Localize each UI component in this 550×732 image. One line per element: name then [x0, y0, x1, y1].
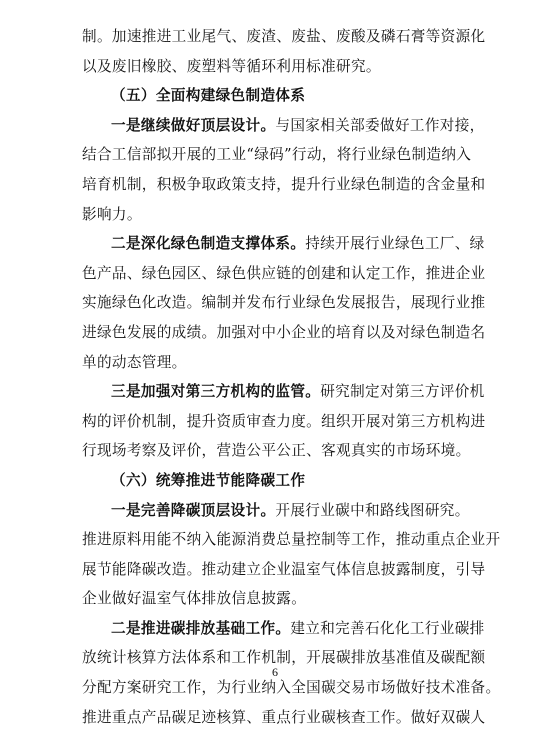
text-line: 进绿色发展的成绩。加强对中小企业的培育以及对绿色制造名 [82, 323, 486, 341]
paragraph-start-line [82, 377, 484, 407]
paragraph-text: 建立和完善石化化工行业碳排 [290, 619, 485, 637]
paragraph-start-line [82, 111, 484, 141]
text-line: 推进原料用能不纳入能源消费总量控制等工作，推动重点企业开 [82, 531, 501, 549]
paragraph-start-line [82, 614, 484, 644]
text-line: 影响力。 [82, 205, 142, 223]
text-line: 以及废旧橡胶、废塑料等循环利用标准研究。 [82, 57, 381, 75]
text-line: 结合工信部拟开展的工业“绿码”行动，将行业绿色制造纳入 [82, 146, 472, 164]
text-line: 培育机制，积极争取政策支持，提升行业绿色制造的含金量和 [82, 175, 486, 193]
text-line: 色产品、绿色园区、绿色供应链的创建和认定工作，推进企业 [82, 264, 486, 282]
section-heading: （六）统筹推进节能降碳工作 [111, 471, 306, 489]
text-line: 制。加速推进工业尾气、废渣、废盐、废酸及磷石膏等资源化 [82, 28, 486, 45]
paragraph-start-line [82, 496, 484, 526]
text-line: 放统计核算方法体系和工作机制，开展碳排放基准值及碳配额 [82, 649, 486, 667]
document-body [82, 22, 501, 732]
paragraph-text: 开展行业碳中和路线图研究。 [275, 501, 470, 519]
text-line: 行现场考察及评价，营造公平公正、客观真实的市场环境。 [82, 442, 471, 460]
paragraph-text: 与国家相关部委做好工作对接， [275, 116, 485, 134]
paragraph-lead: 二是推进碳排放基础工作。 [111, 619, 291, 637]
page-number: 6 [272, 665, 278, 679]
text-line: 展节能降碳改造。推动建立企业温室气体信息披露制度，引导 [82, 560, 486, 578]
paragraph-lead: 二是深化绿色制造支撑体系。 [111, 235, 306, 253]
paragraph-lead: 一是继续做好顶层设计。 [111, 116, 276, 134]
paragraph-lead: 一是完善降碳顶层设计。 [111, 501, 276, 519]
paragraph-lead: 三是加强对第三方机构的监管。 [111, 383, 321, 401]
text-line: 分配方案研究工作，为行业纳入全国碳交易市场做好技术准备。 [82, 679, 501, 697]
section-heading: （五）全面构建绿色制造体系 [111, 87, 306, 105]
text-line: 企业做好温室气体排放信息披露。 [82, 590, 307, 608]
text-line: 实施绿色化改造。编制并发布行业绿色发展报告，展现行业推 [82, 294, 486, 312]
paragraph-start-line [82, 229, 484, 259]
text-line: 推进重点产品碳足迹核算、重点行业碳核查工作。做好双碳人 [82, 708, 486, 726]
text-line: 单的动态管理。 [82, 353, 187, 371]
paragraph-text: 持续开展行业绿色工厂、绿 [305, 235, 485, 253]
text-line: 构的评价机制，提升资质审查力度。组织开展对第三方机构进 [82, 412, 486, 430]
paragraph-text: 研究制定对第三方评价机 [320, 383, 485, 401]
